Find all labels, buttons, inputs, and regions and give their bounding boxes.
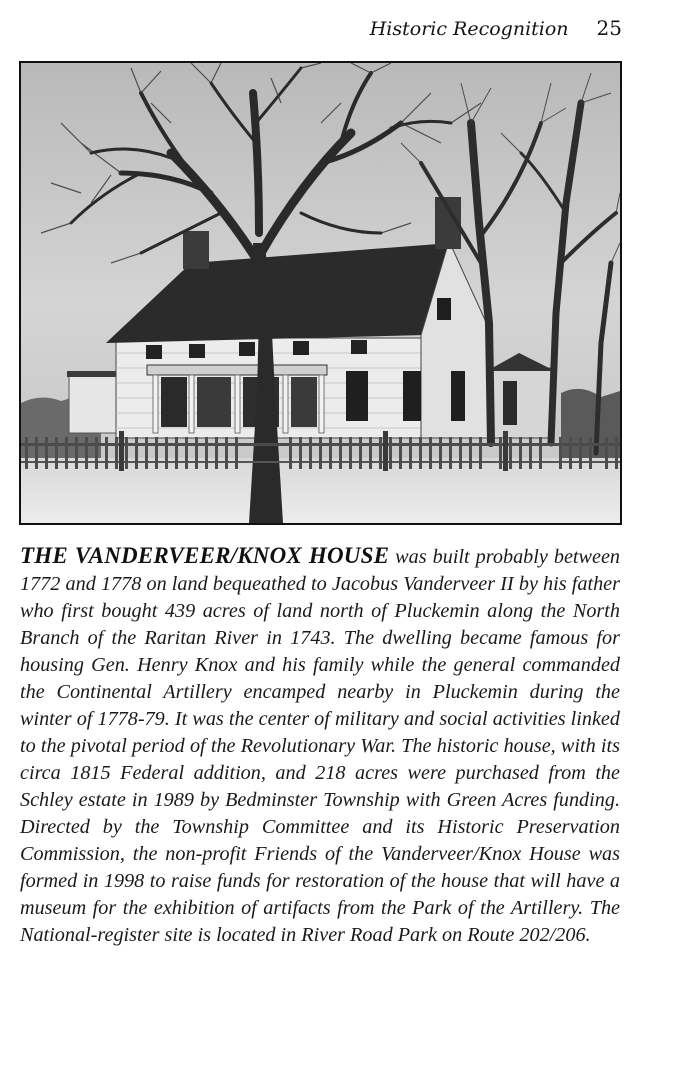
house-name-heading: THE VANDERVEER/KNOX HOUSE [20, 543, 390, 568]
running-header [0, 16, 622, 40]
running-head-title: Historic Recognition [369, 18, 569, 40]
page-number: 25 [596, 16, 622, 40]
house-photograph [19, 61, 622, 525]
house-photo-illustration [21, 63, 620, 523]
article-body-text: was built probably between 1772 and 1778 on land bequeathed to Jacobus Vanderveer II by his father who first bought 439 acres of land north of Pluckemin along the North Branch of the Raritan River in 1743. The dwelling became famous for housing Gen. Henry Knox and his family while the general commanded the Continental Artillery encamped nearby in Pluckemin during the winter of 1778-79. It was the center of military and social activities linked to the pivotal period of the Revolutionary War. The historic house, with its circa 1815 Federal addition, and 218 acres were purchased from the Schley estate in 1989 by Bedminster Township with Green Acres funding. Directed by the Township Committee and its Historic Preservation Commission, the non-profit Friends of the Vanderveer/Knox House was formed in 1998 to raise funds for restoration of the house that will have a museum for the exhibition of artifacts from the Park of the Artillery. The National-register site is located in River Road Park on Route 202/206. [20, 546, 621, 946]
article-paragraph [20, 542, 620, 949]
